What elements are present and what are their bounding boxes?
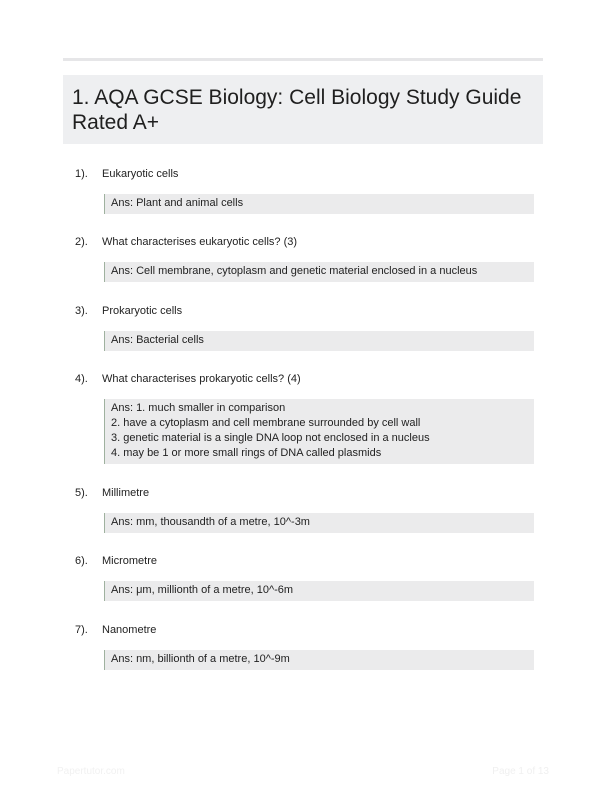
qa-item-4 (63, 371, 543, 464)
qa-item-5 (63, 485, 543, 533)
answer-line: Ans: Plant and animal cells (111, 197, 244, 209)
question-number: 4). (75, 373, 88, 385)
question-number: 3). (75, 305, 88, 317)
qa-item-2 (63, 234, 543, 282)
question-number: 7). (75, 624, 88, 636)
answer-line: 4. may be 1 or more small rings of DNA called plasmids (111, 447, 382, 459)
question-number: 6). (75, 555, 88, 567)
answer-line: Ans: Bacterial cells (111, 334, 204, 346)
title-banner (63, 75, 543, 144)
qa-item-7 (63, 622, 543, 670)
top-divider (63, 58, 543, 61)
question-text: Nanometre (102, 624, 157, 636)
document-title: 1. AQA GCSE Biology: Cell Biology Study Guide Rated A+ (72, 86, 522, 134)
question-text: Eukaryotic cells (102, 168, 179, 180)
question-text: Millimetre (102, 487, 150, 499)
answer-line: Ans: 1. much smaller in comparison (111, 402, 286, 414)
question-number: 1). (75, 168, 88, 180)
answer-box (104, 650, 534, 670)
answer-line: Ans: mm, thousandth of a metre, 10^-3m (111, 516, 310, 528)
qa-item-1 (63, 166, 543, 214)
qa-item-6 (63, 553, 543, 601)
answer-line: 2. have a cytoplasm and cell membrane surrounded by cell wall (111, 417, 421, 429)
page-number: Page 1 of 13 (492, 766, 549, 777)
answer-box (104, 331, 534, 351)
question-text: What characterises eukaryotic cells? (3) (102, 236, 298, 248)
answer-line: 3. genetic material is a single DNA loop not enclosed in a nucleus (111, 432, 430, 444)
question-number: 5). (75, 487, 88, 499)
answer-line: Ans: nm, billionth of a metre, 10^-9m (111, 653, 290, 665)
question-text: Prokaryotic cells (102, 305, 183, 317)
answer-box (104, 262, 534, 282)
question-text: What characterises prokaryotic cells? (4) (102, 373, 301, 385)
footer-watermark: Papertutor.com (57, 766, 125, 777)
answer-box (104, 399, 534, 464)
answer-box (104, 513, 534, 533)
answer-line: Ans: Cell membrane, cytoplasm and genetic material enclosed in a nucleus (111, 265, 478, 277)
answer-box (104, 581, 534, 601)
question-number: 2). (75, 236, 88, 248)
question-text: Micrometre (102, 555, 158, 567)
qa-item-3 (63, 303, 543, 351)
answer-line: Ans: μm, millionth of a metre, 10^-6m (111, 584, 294, 596)
answer-box (104, 194, 534, 214)
